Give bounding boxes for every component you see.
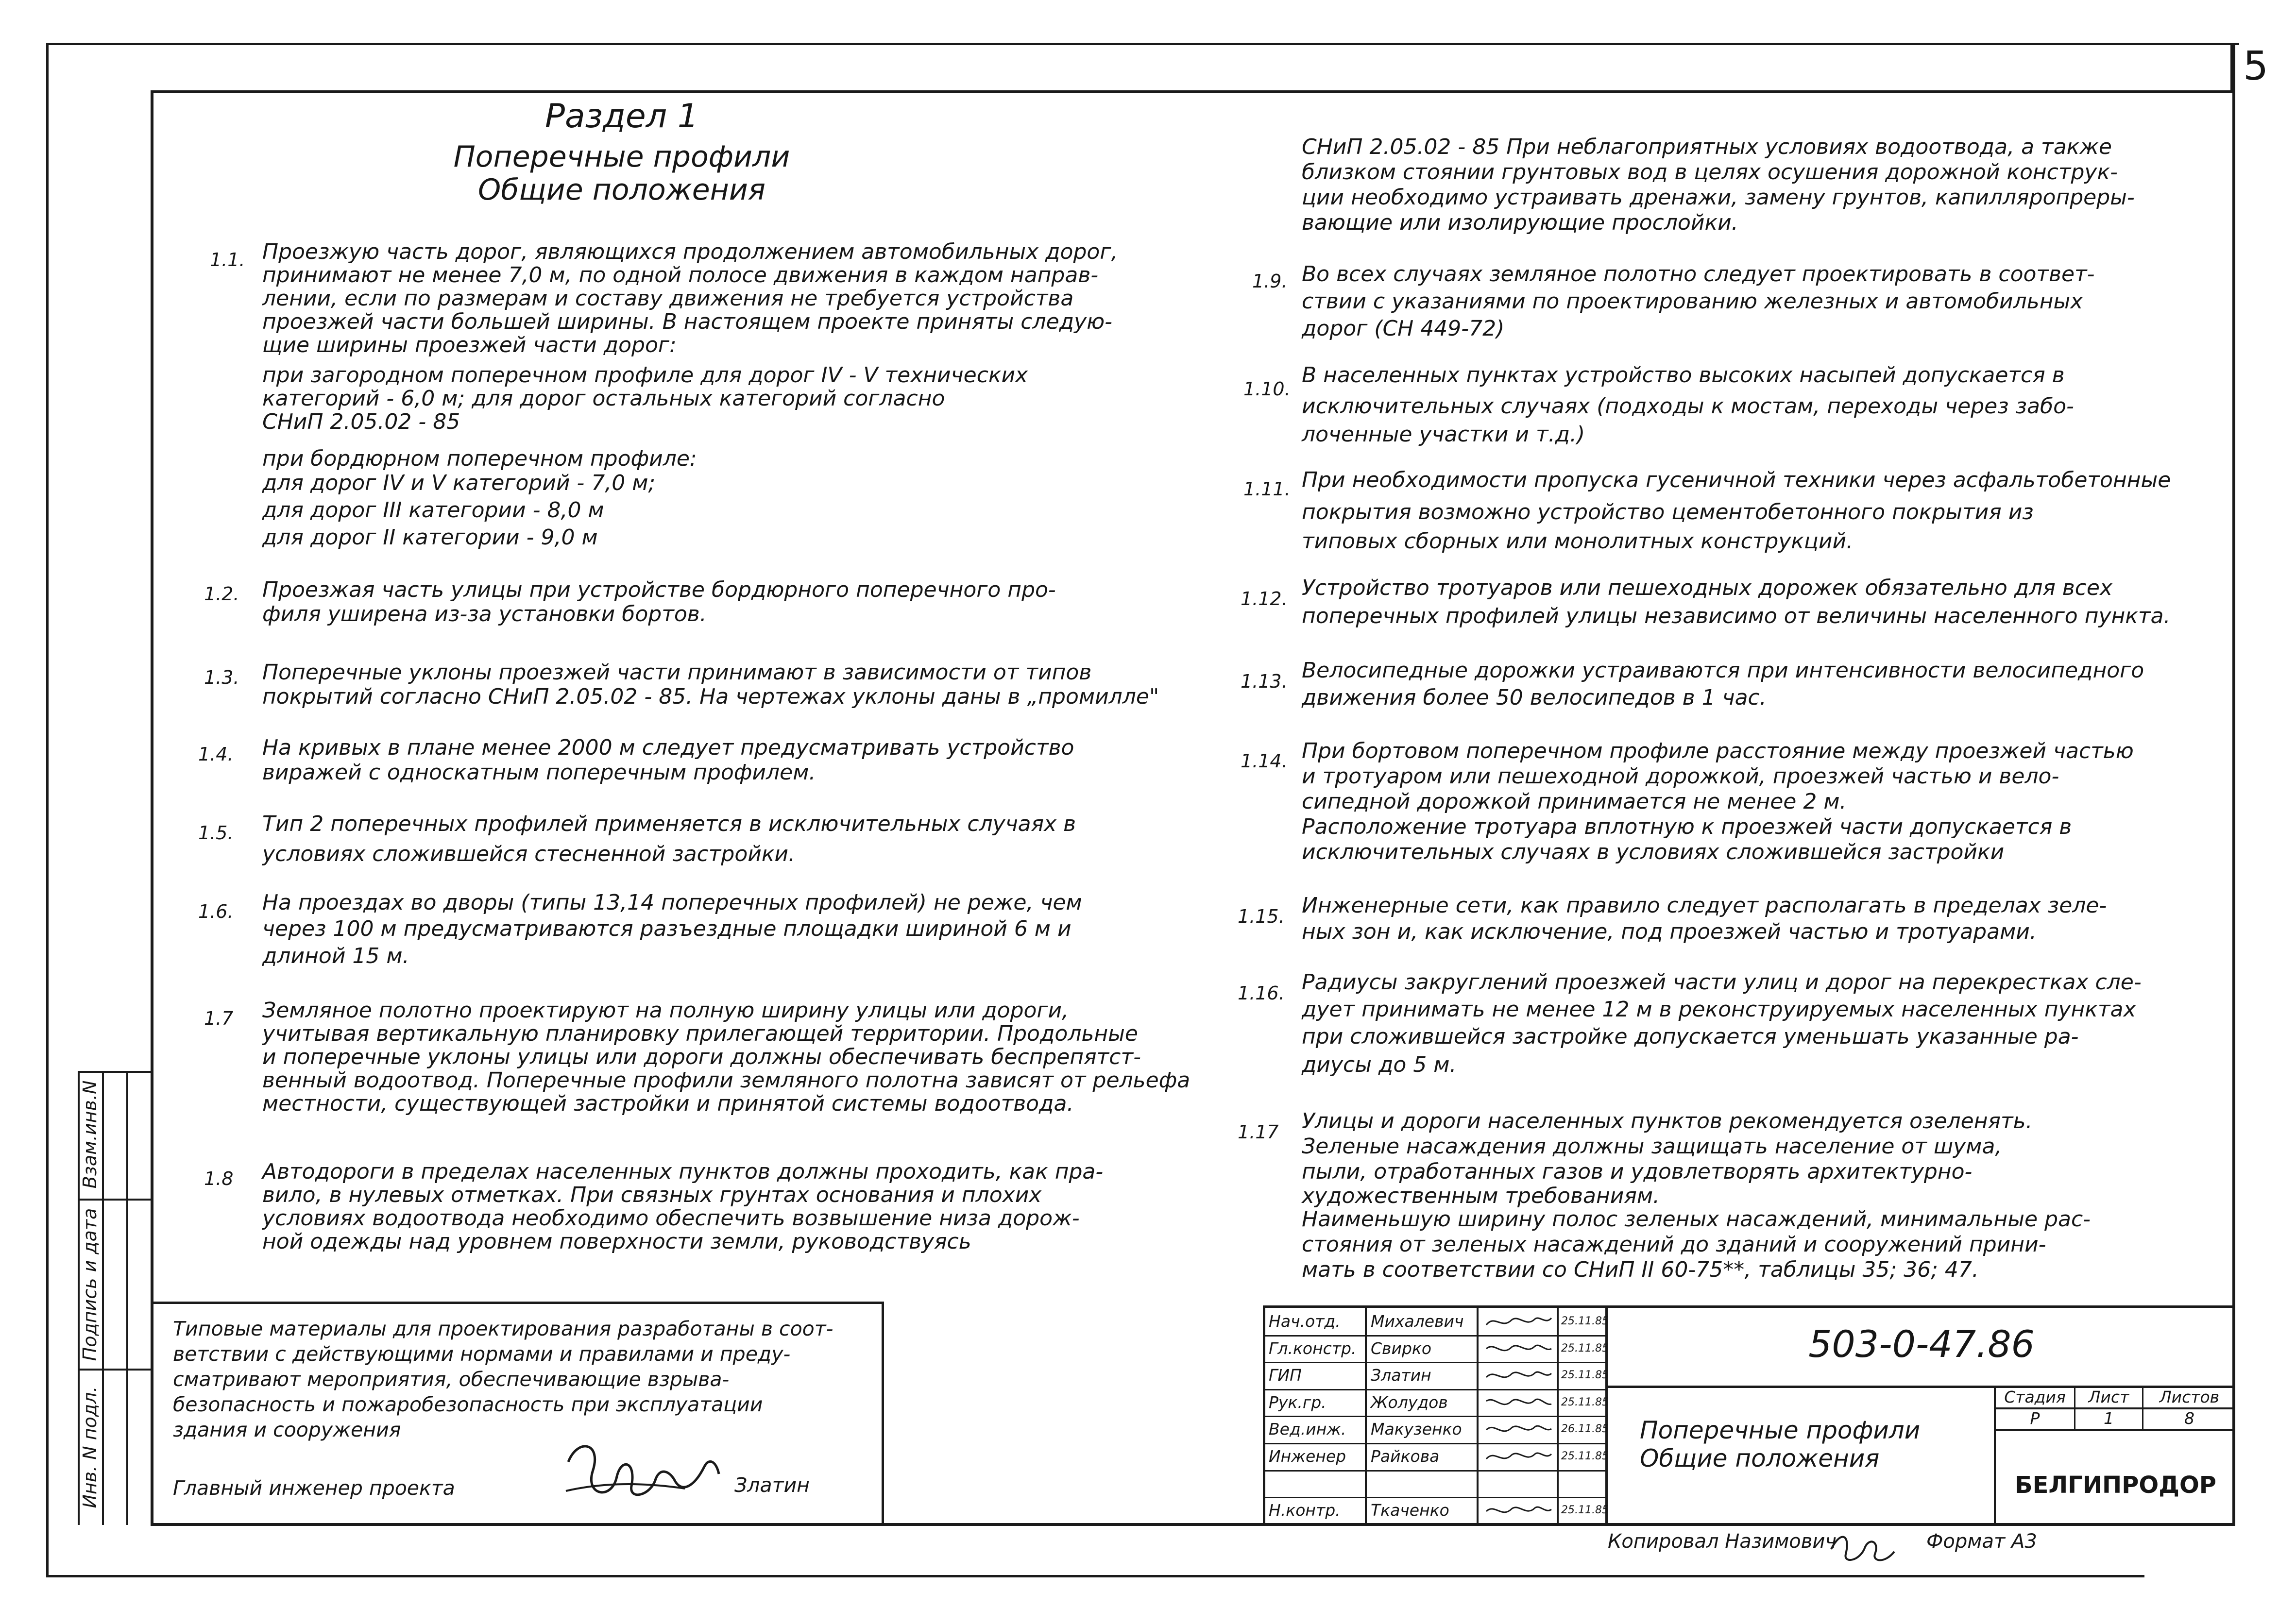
text-line: и тротуаром или пешеходной дорожкой, проезжей частью и вело- <box>1302 764 2059 789</box>
inner-frame-top <box>151 90 2235 93</box>
paper-format: Формат А3 <box>1926 1530 2037 1553</box>
signer-name: Михалевич <box>1371 1312 1464 1331</box>
title-block-col-sign <box>1477 1305 1479 1524</box>
signer-row-line <box>1263 1416 1605 1417</box>
stage-header: Стадия <box>2004 1388 2066 1406</box>
text-line: пыли, отработанных газов и удовлетворять архитектурно- <box>1302 1159 1973 1184</box>
signer-date: 25.11.85 <box>1561 1504 1609 1516</box>
sheet-value: 1 <box>2104 1409 2114 1428</box>
item-number: 1.1. <box>210 249 245 271</box>
signer-date: 25.11.85 <box>1561 1396 1609 1408</box>
text-line: покрытия возможно устройство цементобетонного покрытия из <box>1302 500 2034 525</box>
outer-frame-top <box>46 43 2239 45</box>
item-number: 1.11. <box>1243 478 1291 500</box>
text-line: движения более 50 велосипедов в 1 час. <box>1302 685 1767 710</box>
text-line: для дорог II категории - 9,0 м <box>262 525 598 550</box>
signer-name: Ткаченко <box>1371 1501 1449 1520</box>
text-line: лоченные участки и т.д.) <box>1302 422 1585 447</box>
text-line: Инженерные сети, как правило следует располагать в пределах зеле- <box>1302 893 2107 918</box>
text-line: СНиП 2.05.02 - 85 <box>262 409 460 434</box>
signer-name: Златин <box>1371 1366 1431 1385</box>
signer-date: 25.11.85 <box>1561 1315 1609 1327</box>
text-line: художественным требованиям. <box>1302 1184 1660 1208</box>
sheets-header: Листов <box>2159 1388 2220 1406</box>
signer-role: Гл.констр. <box>1269 1339 1357 1358</box>
item-number: 1.12. <box>1241 588 1288 609</box>
text-line: Автодороги в пределах населенных пунктов должны проходить, как пра- <box>262 1159 1104 1184</box>
signer-role: Рук.гр. <box>1269 1393 1327 1412</box>
side-stamp-frame-top <box>78 1071 151 1073</box>
sheets-value: 8 <box>2184 1409 2194 1428</box>
inner-frame-bottom <box>151 1523 2235 1526</box>
signer-row-line <box>1263 1362 1605 1363</box>
signer-signature <box>1482 1337 1555 1360</box>
item-number: 1.7 <box>204 1008 234 1029</box>
note-box-right <box>882 1302 884 1525</box>
text-line: покрытий согласно СНиП 2.05.02 - 85. На чертежах уклоны даны в „промилле" <box>262 684 1159 709</box>
text-line: вило, в нулевых отметках. При связных грунтах основания и плохих <box>262 1183 1042 1207</box>
text-line: и поперечные уклоны улицы или дороги должны обеспечивать беспрепятст- <box>262 1045 1141 1069</box>
text-line: Во всех случаях земляное полотно следует проектировать в соответ- <box>1302 262 2095 287</box>
text-line: лении, если по размерам и составу движения не требуется устройства <box>262 286 1074 311</box>
signer-date: 25.11.85 <box>1561 1369 1609 1381</box>
signer-role: Вед.инж. <box>1269 1420 1346 1439</box>
text-line: мать в соответствии со СНиП II 60-75**, таблицы 35; 36; 47. <box>1302 1257 1979 1282</box>
signer-row-line <box>1263 1497 1605 1498</box>
signer-name: Макузенко <box>1371 1420 1462 1439</box>
signer-name: Свирко <box>1371 1339 1432 1358</box>
text-line: дует принимать не менее 12 м в реконструируемых населенных пунктах <box>1302 997 2136 1022</box>
inner-frame-left <box>151 90 153 1526</box>
title-block-left <box>1263 1305 1265 1524</box>
text-line: Расположение тротуара вплотную к проезжей части допускается в <box>1302 814 2072 839</box>
note-line: ветствии с действующими нормами и правилами и преду- <box>173 1342 791 1366</box>
text-line: При бортовом поперечном профиле расстояние между проезжей частью <box>1302 739 2134 763</box>
signer-signature <box>1482 1310 1555 1333</box>
side-stamp-divider-2 <box>126 1071 128 1525</box>
drawing-code: 503-0-47.86 <box>1808 1322 2035 1366</box>
item-number: 1.15. <box>1238 906 1285 927</box>
text-line: Радиусы закруглений проезжей части улиц и дорог на перекрестках сле- <box>1302 970 2142 995</box>
item-number: 1.3. <box>204 667 239 688</box>
outer-frame-left <box>46 43 49 1577</box>
text-line: Наименьшую ширину полос зеленых насаждений, минимальные рас- <box>1302 1207 2091 1232</box>
note-box-top <box>151 1302 884 1304</box>
note-line: безопасность и пожаробезопасность при эксплуатации <box>173 1393 763 1416</box>
text-line: при загородном поперечном профиле для дорог IV - V технических <box>262 363 1028 388</box>
title-block-col-date <box>1557 1305 1559 1524</box>
text-line: Велосипедные дорожки устраиваются при интенсивности велосипедного <box>1302 658 2144 683</box>
text-line: Устройство тротуаров или пешеходных дорожек обязательно для всех <box>1302 575 2113 600</box>
text-line: дорог (СН 449-72) <box>1302 316 1505 341</box>
signer-name: Райкова <box>1371 1447 1440 1466</box>
item-number: 1.13. <box>1241 671 1288 692</box>
text-line: ных зон и, как исключение, под проезжей частью и тротуарами. <box>1302 919 2037 944</box>
signer-date: 25.11.85 <box>1561 1342 1609 1354</box>
note-line: сматривают мероприятия, обеспечивающие взрыва- <box>173 1368 730 1391</box>
side-stamp-inventory-number: Инв. N подл. <box>79 1386 101 1508</box>
signer-row-line <box>1263 1389 1605 1390</box>
section-subtitle-2: Общие положения <box>477 173 765 207</box>
item-number: 1.4. <box>198 744 234 765</box>
chief-engineer-label: Главный инженер проекта <box>173 1476 455 1500</box>
text-line: поперечных профилей улицы независимо от величины населенного пункта. <box>1302 604 2171 628</box>
text-line: ции необходимо устраивать дренажи, замену грунтов, капилляропреры- <box>1302 185 2135 210</box>
copied-by: Копировал Назимович <box>1608 1530 1837 1553</box>
signer-signature <box>1482 1445 1555 1468</box>
text-line: при сложившейся застройке допускается уменьшать указанные ра- <box>1302 1024 2079 1049</box>
text-line: венный водоотвод. Поперечные профили земляного полотна зависят от рельефа <box>262 1068 1191 1093</box>
side-stamp-signature-date: Подпись и дата <box>79 1208 101 1361</box>
text-line: учитывая вертикальную планировку прилегающей территории. Продольные <box>262 1021 1138 1046</box>
text-line: проезжей части большей ширины. В настоящем проекте приняты следую- <box>262 309 1113 334</box>
text-line: СНиП 2.05.02 - 85 При неблагоприятных условиях водоотвода, а также <box>1302 135 2112 159</box>
item-number: 1.14. <box>1241 750 1288 772</box>
item-number: 1.5. <box>198 822 234 844</box>
text-line: На кривых в плане менее 2000 м следует предусматривать устройство <box>262 735 1074 760</box>
side-stamp-divider-1 <box>102 1071 104 1525</box>
drawing-title-line-1: Поперечные профили <box>1640 1416 1921 1444</box>
text-line: Проезжая часть улицы при устройстве бордюрного поперечного про- <box>262 577 1056 602</box>
text-line: Улицы и дороги населенных пунктов рекомендуется озеленять. <box>1302 1109 2033 1134</box>
signer-role: Инженер <box>1269 1447 1346 1466</box>
stage-value: Р <box>2030 1409 2040 1428</box>
text-line: ствии с указаниями по проектированию железных и автомобильных <box>1302 289 2083 314</box>
text-line: вающие или изолирующие прослойки. <box>1302 210 1738 235</box>
text-line: при бордюрном поперечном профиле: <box>262 446 697 471</box>
signer-role: Нач.отд. <box>1269 1312 1341 1331</box>
side-stamp-row-2 <box>78 1369 151 1371</box>
item-number: 1.17 <box>1238 1121 1279 1143</box>
text-line: При необходимости пропуска гусеничной техники через асфальтобетонные <box>1302 468 2171 492</box>
text-line: через 100 м предусматриваются разъездные площадки шириной 6 м и <box>262 916 1071 941</box>
text-line: близком стоянии грунтовых вод в целях осушения дорожной конструк- <box>1302 160 2118 185</box>
inner-frame-right <box>2232 43 2235 1526</box>
item-number: 1.8 <box>204 1168 234 1189</box>
text-line: длиной 15 м. <box>262 944 409 968</box>
text-line: исключительных случаях в условиях сложившейся застройки <box>1302 840 2005 864</box>
signer-signature <box>1482 1499 1555 1522</box>
chief-engineer-name: Златин <box>734 1473 810 1497</box>
signer-date: 25.11.85 <box>1561 1450 1609 1462</box>
organization-name: БЕЛГИПРОДОР <box>2015 1472 2216 1499</box>
note-line: здания и сооружения <box>173 1418 401 1441</box>
sheet-number-box-left <box>2230 43 2232 93</box>
section-title: Раздел 1 <box>544 97 699 135</box>
title-block-top <box>1263 1305 2235 1308</box>
side-stamp-row-1 <box>78 1199 151 1201</box>
signer-signature <box>1482 1391 1555 1414</box>
text-line: филя уширена из-за установки бортов. <box>262 602 707 626</box>
text-line: принимают не менее 7,0 м, по одной полосе движения в каждом направ- <box>262 263 1099 288</box>
text-line: Зеленые насаждения должны защищать население от шума, <box>1302 1134 2002 1159</box>
outer-frame-bottom <box>46 1575 2144 1577</box>
signer-signature <box>1482 1418 1555 1440</box>
item-number: 1.6. <box>198 901 234 922</box>
item-number: 1.10. <box>1243 378 1291 400</box>
signer-row-line <box>1263 1443 1605 1444</box>
text-line: диусы до 5 м. <box>1302 1052 1457 1077</box>
text-line: Земляное полотно проектируют на полную ширину улицы или дороги, <box>262 998 1069 1023</box>
text-line: для дорог IV и V категорий - 7,0 м; <box>262 471 656 495</box>
drawing-title-line-2: Общие положения <box>1640 1444 1880 1473</box>
chief-signature <box>559 1433 733 1510</box>
text-line: виражей с односкатным поперечным профилем. <box>262 760 816 785</box>
text-line: Проезжую часть дорог, являющихся продолжением автомобильных дорог, <box>262 239 1118 264</box>
title-block-stage-value-line <box>1994 1429 2235 1431</box>
signer-row-line <box>1263 1335 1605 1337</box>
text-line: Тип 2 поперечных профилей применяется в исключительных случаях в <box>262 812 1076 836</box>
text-line: сипедной дорожкой принимается не менее 2 м. <box>1302 789 1847 814</box>
text-line: условиях сложившейся стесненной застройки. <box>262 842 796 866</box>
signer-name: Жолудов <box>1371 1393 1448 1412</box>
sheet-header: Лист <box>2088 1388 2129 1406</box>
text-line: местности, существующей застройки и принятой системы водоотвода. <box>262 1091 1074 1116</box>
text-line: категорий - 6,0 м; для дорог остальных категорий согласно <box>262 386 945 411</box>
signer-role: Н.контр. <box>1269 1501 1341 1520</box>
item-number: 1.16. <box>1238 982 1285 1004</box>
signer-signature <box>1482 1364 1555 1387</box>
text-line: ной одежды над уровнем поверхности земли, руководствуясь <box>262 1229 971 1254</box>
text-line: Поперечные уклоны проезжей части принимают в зависимости от типов <box>262 660 1092 685</box>
text-line: для дорог III категории - 8,0 м <box>262 498 604 523</box>
text-line: На проездах во дворы (типы 13,14 поперечных профилей) не реже, чем <box>262 890 1082 915</box>
sheet-number: 5 <box>2243 43 2269 89</box>
section-subtitle-1: Поперечные профили <box>453 140 790 174</box>
copier-signature <box>1826 1525 1899 1569</box>
item-number: 1.2. <box>204 583 239 605</box>
signer-row-line <box>1263 1470 1605 1472</box>
text-line: щие ширины проезжей части дорог: <box>262 333 677 357</box>
title-block-col-name <box>1365 1305 1367 1524</box>
text-line: условиях водоотвода необходимо обеспечить возвышение низа дорож- <box>262 1206 1080 1231</box>
side-stamp-replacement-number: Взам.инв.N <box>79 1080 101 1189</box>
text-line: исключительных случаях (подходы к мостам, переходы через забо- <box>1302 394 2074 419</box>
item-number: 1.9. <box>1252 271 1288 292</box>
text-line: стояния от зеленых насаждений до зданий и сооружений прини- <box>1302 1232 2046 1257</box>
note-line: Типовые материалы для проектирования разработаны в соот- <box>173 1317 833 1340</box>
signer-date: 26.11.85 <box>1561 1423 1609 1435</box>
text-line: типовых сборных или монолитных конструкций. <box>1302 529 1854 554</box>
signer-role: ГИП <box>1269 1366 1302 1385</box>
text-line: В населенных пунктах устройство высоких насыпей допускается в <box>1302 363 2065 388</box>
